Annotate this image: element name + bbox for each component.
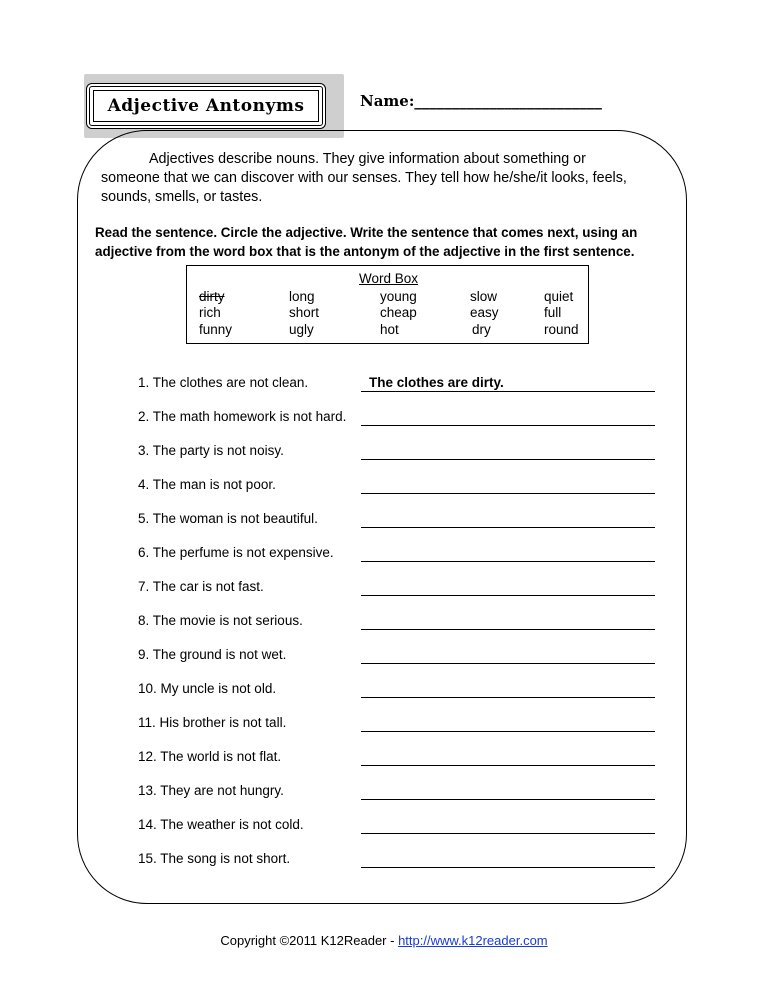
intro-line-1-text: Adjectives describe nouns. They give information about something or [149,151,586,167]
exercise-row [0,748,768,772]
intro-line-3: sounds, smells, or tastes. [101,189,263,205]
exercise-row [0,476,768,500]
exercise-question: 13. They are not hungry. [138,783,284,798]
answer-line[interactable] [361,697,655,698]
exercise-row [0,782,768,806]
exercise-row [0,714,768,738]
exercise-row [0,612,768,636]
answer-line[interactable] [361,629,655,630]
worksheet-title: Adjective Antonyms [107,96,305,116]
word-box-word: cheap [380,305,417,320]
exercise-row [0,816,768,840]
word-box-word: quiet [544,289,574,304]
word-box-word: funny [199,322,233,337]
exercise-question: 15. The song is not short. [138,851,291,866]
word-box-word: short [289,305,320,320]
word-box-word: rich [199,305,221,320]
answer-line[interactable] [361,391,655,392]
footer [0,933,768,948]
exercise-question: 14. The weather is not cold. [138,817,304,832]
exercise-question: 2. The math homework is not hard. [138,409,347,424]
word-box-word: dry [472,322,491,337]
word-box-word: slow [470,289,498,304]
exercise-question: 11. His brother is not tall. [138,715,287,730]
exercise-question: 12. The world is not flat. [138,749,282,764]
exercise-question: 7. The car is not fast. [138,579,264,594]
exercise-row [0,374,768,398]
answer-line[interactable] [361,799,655,800]
word-box [186,265,589,344]
word-box-word: hot [380,322,399,337]
answer-line[interactable] [361,595,655,596]
exercise-row [0,442,768,466]
answer-line[interactable] [361,493,655,494]
word-box-word: dirty [199,289,225,304]
copyright-text: Copyright ©2011 K12Reader - [220,933,399,948]
answer-line[interactable] [361,425,655,426]
exercise-row [0,578,768,602]
k12reader-link[interactable]: http://www.k12reader.com [398,933,548,948]
exercise-row [0,680,768,704]
title-box [86,83,326,129]
exercise-row [0,408,768,432]
word-box-word: young [380,289,417,304]
answer-line[interactable] [361,561,655,562]
exercise-question: 5. The woman is not beautiful. [138,511,318,526]
exercise-row [0,510,768,534]
intro-paragraph [101,150,681,207]
word-box-word: full [544,305,562,320]
exercise-answer: The clothes are dirty. [369,375,504,390]
exercise-question: 3. The party is not noisy. [138,443,284,458]
answer-line[interactable] [361,765,655,766]
exercise-question: 10. My uncle is not old. [138,681,277,696]
word-box-word: round [544,322,579,337]
answer-line[interactable] [361,731,655,732]
directions-line-1: Read the sentence. Circle the adjective. Write the sentence that comes next, using an [95,225,638,240]
intro-line-1 [101,150,681,169]
answer-line[interactable] [361,663,655,664]
exercise-row [0,544,768,568]
exercise-question: 9. The ground is not wet. [138,647,287,662]
exercise-row [0,646,768,670]
exercise-question: 4. The man is not poor. [138,477,276,492]
word-box-word: long [289,289,315,304]
exercise-question: 1. The clothes are not clean. [138,375,309,390]
exercise-question: 6. The perfume is not expensive. [138,545,334,560]
answer-line[interactable] [361,833,655,834]
answer-line[interactable] [361,527,655,528]
answer-line[interactable] [361,459,655,460]
directions [95,223,705,261]
word-box-word: easy [470,305,499,320]
directions-line-2: adjective from the word box that is the antonym of the adjective in the first sentence. [95,244,635,259]
word-box-title: Word Box [359,271,419,286]
exercise-row [0,850,768,874]
answer-line[interactable] [361,867,655,868]
exercise-question: 8. The movie is not serious. [138,613,303,628]
word-box-word: ugly [289,322,314,337]
name-field-label: Name:_________________________ [360,92,602,110]
intro-line-2: someone that we can discover with our senses. They tell how he/she/it looks, feels, [101,170,627,186]
